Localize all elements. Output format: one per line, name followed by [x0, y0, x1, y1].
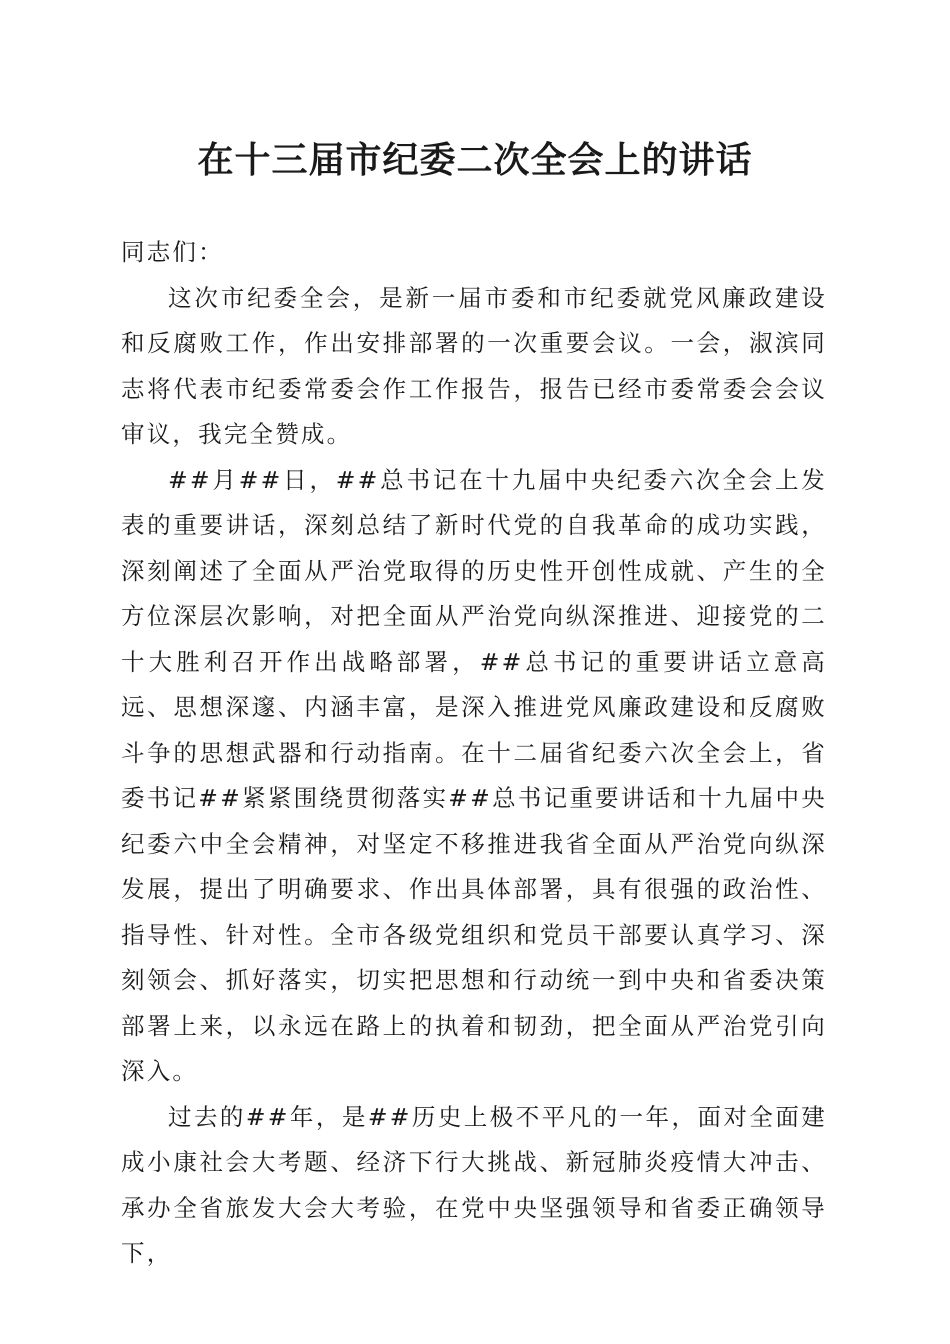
document-body	[121, 230, 827, 1277]
paragraph-2: ##月##日，##总书记在十九届中央纪委六次全会上发表的重要讲话，深刻总结了新时代党的自我革命的成功实践，深刻阐述了全面从严治党取得的历史性开创性成就、产生的全方位深层次影响，对把全面从严治党向纵深推进、迎接党的二十大胜利召开作出战略部署，##总书记的重要讲话立意高远、思想深邃、内涵丰富，是深入推进党风廉政建设和反腐败斗争的思想武器和行动指南。在十二届省纪委六次全会上，省委书记##紧紧围绕贯彻落实##总书记重要讲话和十九届中央纪委六中全会精神，对坚定不移推进我省全面从严治党向纵深发展，提出了明确要求、作出具体部署，具有很强的政治性、指导性、针对性。全市各级党组织和党员干部要认真学习、深刻领会、抓好落实，切实把思想和行动统一到中央和省委决策部署上来，以永远在路上的执着和韧劲，把全面从严治党引向深入。	[121, 465, 827, 1085]
paragraph-1: 这次市纪委全会，是新一届市委和市纪委就党风廉政建设和反腐败工作，作出安排部署的一次重要会议。一会，淑滨同志将代表市纪委常委会作工作报告，报告已经市委常委会会议审议，我完全赞成。	[121, 283, 827, 448]
document-title: 在十三届市纪委二次全会上的讲话	[197, 139, 753, 181]
paragraph-3: 过去的##年，是##历史上极不平凡的一年，面对全面建成小康社会大考题、经济下行大挑战、新冠肺炎疫情大冲击、承办全省旅发大会大考验，在党中央坚强领导和省委正确领导下，	[121, 1102, 827, 1267]
salutation: 同志们：	[121, 238, 224, 266]
